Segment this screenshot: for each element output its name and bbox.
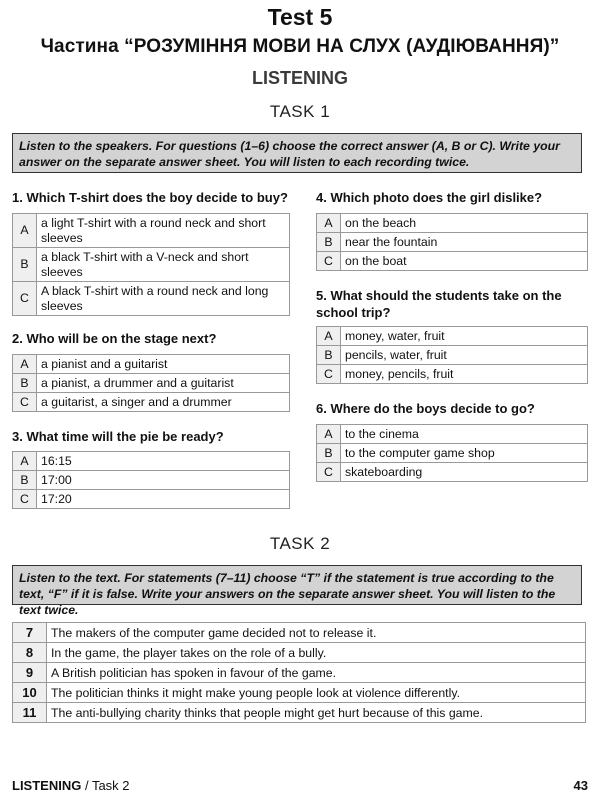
option-letter: C [13,282,37,316]
option-text: a guitarist, a singer and a drummer [37,393,290,412]
question-3-options [12,451,290,509]
option-letter: B [13,471,37,490]
option-letter: B [13,374,37,393]
footer-separator: / [81,778,92,793]
statement-text: The makers of the computer game decided not to release it. [47,623,586,643]
task2-heading: TASK 2 [269,534,331,553]
option-row[interactable] [13,355,290,374]
statement-text: The politician thinks it might make young people look at violence differently. [47,683,586,703]
statement-row[interactable] [13,703,586,723]
question-2-options [12,354,290,412]
option-text: 16:15 [37,452,290,471]
option-text: a black T-shirt with a V-neck and short sleeves [37,248,290,282]
option-row[interactable] [317,327,588,346]
question-5-options [316,326,588,384]
option-text: to the computer game shop [341,444,588,463]
option-text: to the cinema [341,425,588,444]
footer-section-name: LISTENING [12,778,82,793]
option-row[interactable] [13,452,290,471]
question-6: 6. Where do the boys decide to go? [316,401,535,416]
option-text: pencils, water, fruit [341,346,588,365]
option-letter: A [317,214,341,233]
option-row[interactable] [13,393,290,412]
option-row[interactable] [317,365,588,384]
statement-row[interactable] [13,623,586,643]
option-text: a pianist, a drummer and a guitarist [37,374,290,393]
option-letter: B [317,444,341,463]
option-text: on the beach [341,214,588,233]
question-2: 2. Who will be on the stage next? [12,331,217,346]
option-text: money, pencils, fruit [341,365,588,384]
option-letter: C [13,393,37,412]
statement-number: 11 [13,703,47,723]
question-4-options [316,213,588,271]
footer-section [12,778,130,793]
option-text: a pianist and a guitarist [37,355,290,374]
option-text: 17:00 [37,471,290,490]
option-letter: B [317,233,341,252]
option-letter: A [317,327,341,346]
section-title: LISTENING [251,68,348,88]
option-row[interactable] [13,471,290,490]
option-letter: C [317,365,341,384]
option-letter: C [317,252,341,271]
option-text: A black T-shirt with a round neck and long sleeves [37,282,290,316]
option-row[interactable] [13,282,290,316]
task2-instruction: Listen to the text. For statements (7–11) choose “T” if the statement is true according to the text, “F” if it is false. Write your answers on the separate answer sheet. You will listen to the text twice. [12,565,582,605]
task1-heading: TASK 1 [269,102,331,121]
part-title: Частина “РОЗУМІННЯ МОВИ НА СЛУХ (АУДІЮВАННЯ)” [40,36,560,57]
option-text: 17:20 [37,490,290,509]
option-letter: A [13,452,37,471]
option-text: near the fountain [341,233,588,252]
statement-row[interactable] [13,643,586,663]
question-1-options [12,213,290,316]
option-row[interactable] [317,444,588,463]
option-row[interactable] [317,252,588,271]
option-letter: C [317,463,341,482]
statement-text: The anti-bullying charity thinks that people might get hurt because of this game. [47,703,586,723]
question-5: 5. What should the students take on the school trip? [316,288,562,320]
question-3: 3. What time will the pie be ready? [12,429,224,444]
option-row[interactable] [13,214,290,248]
option-row[interactable] [317,233,588,252]
option-letter: A [13,355,37,374]
test-title: Test 5 [267,4,333,30]
option-row[interactable] [317,463,588,482]
option-row[interactable] [13,374,290,393]
statement-number: 10 [13,683,47,703]
statement-row[interactable] [13,663,586,683]
question-4: 4. Which photo does the girl dislike? [316,190,543,205]
option-letter: C [13,490,37,509]
statement-text: A British politician has spoken in favour of the game. [47,663,586,683]
footer-task: Task 2 [91,778,130,793]
statement-text: In the game, the player takes on the role of a bully. [47,643,586,663]
option-row[interactable] [317,425,588,444]
statements-table [12,622,586,723]
option-letter: A [13,214,37,248]
statement-row[interactable] [13,683,586,703]
option-text: a light T-shirt with a round neck and short sleeves [37,214,290,248]
option-row[interactable] [13,248,290,282]
option-text: skateboarding [341,463,588,482]
option-letter: B [13,248,37,282]
question-1: 1. Which T-shirt does the boy decide to buy? [12,190,288,205]
option-row[interactable] [317,346,588,365]
option-row[interactable] [13,490,290,509]
option-row[interactable] [317,214,588,233]
page-number: 43 [573,778,588,793]
statement-number: 7 [13,623,47,643]
statement-number: 8 [13,643,47,663]
option-text: money, water, fruit [341,327,588,346]
option-text: on the boat [341,252,588,271]
question-6-options [316,424,588,482]
option-letter: A [317,425,341,444]
statement-number: 9 [13,663,47,683]
option-letter: B [317,346,341,365]
task1-instruction: Listen to the speakers. For questions (1–6) choose the correct answer (A, B or C). Write your answer on the separate answer sheet. You will listen to each recording twice. [12,133,582,173]
